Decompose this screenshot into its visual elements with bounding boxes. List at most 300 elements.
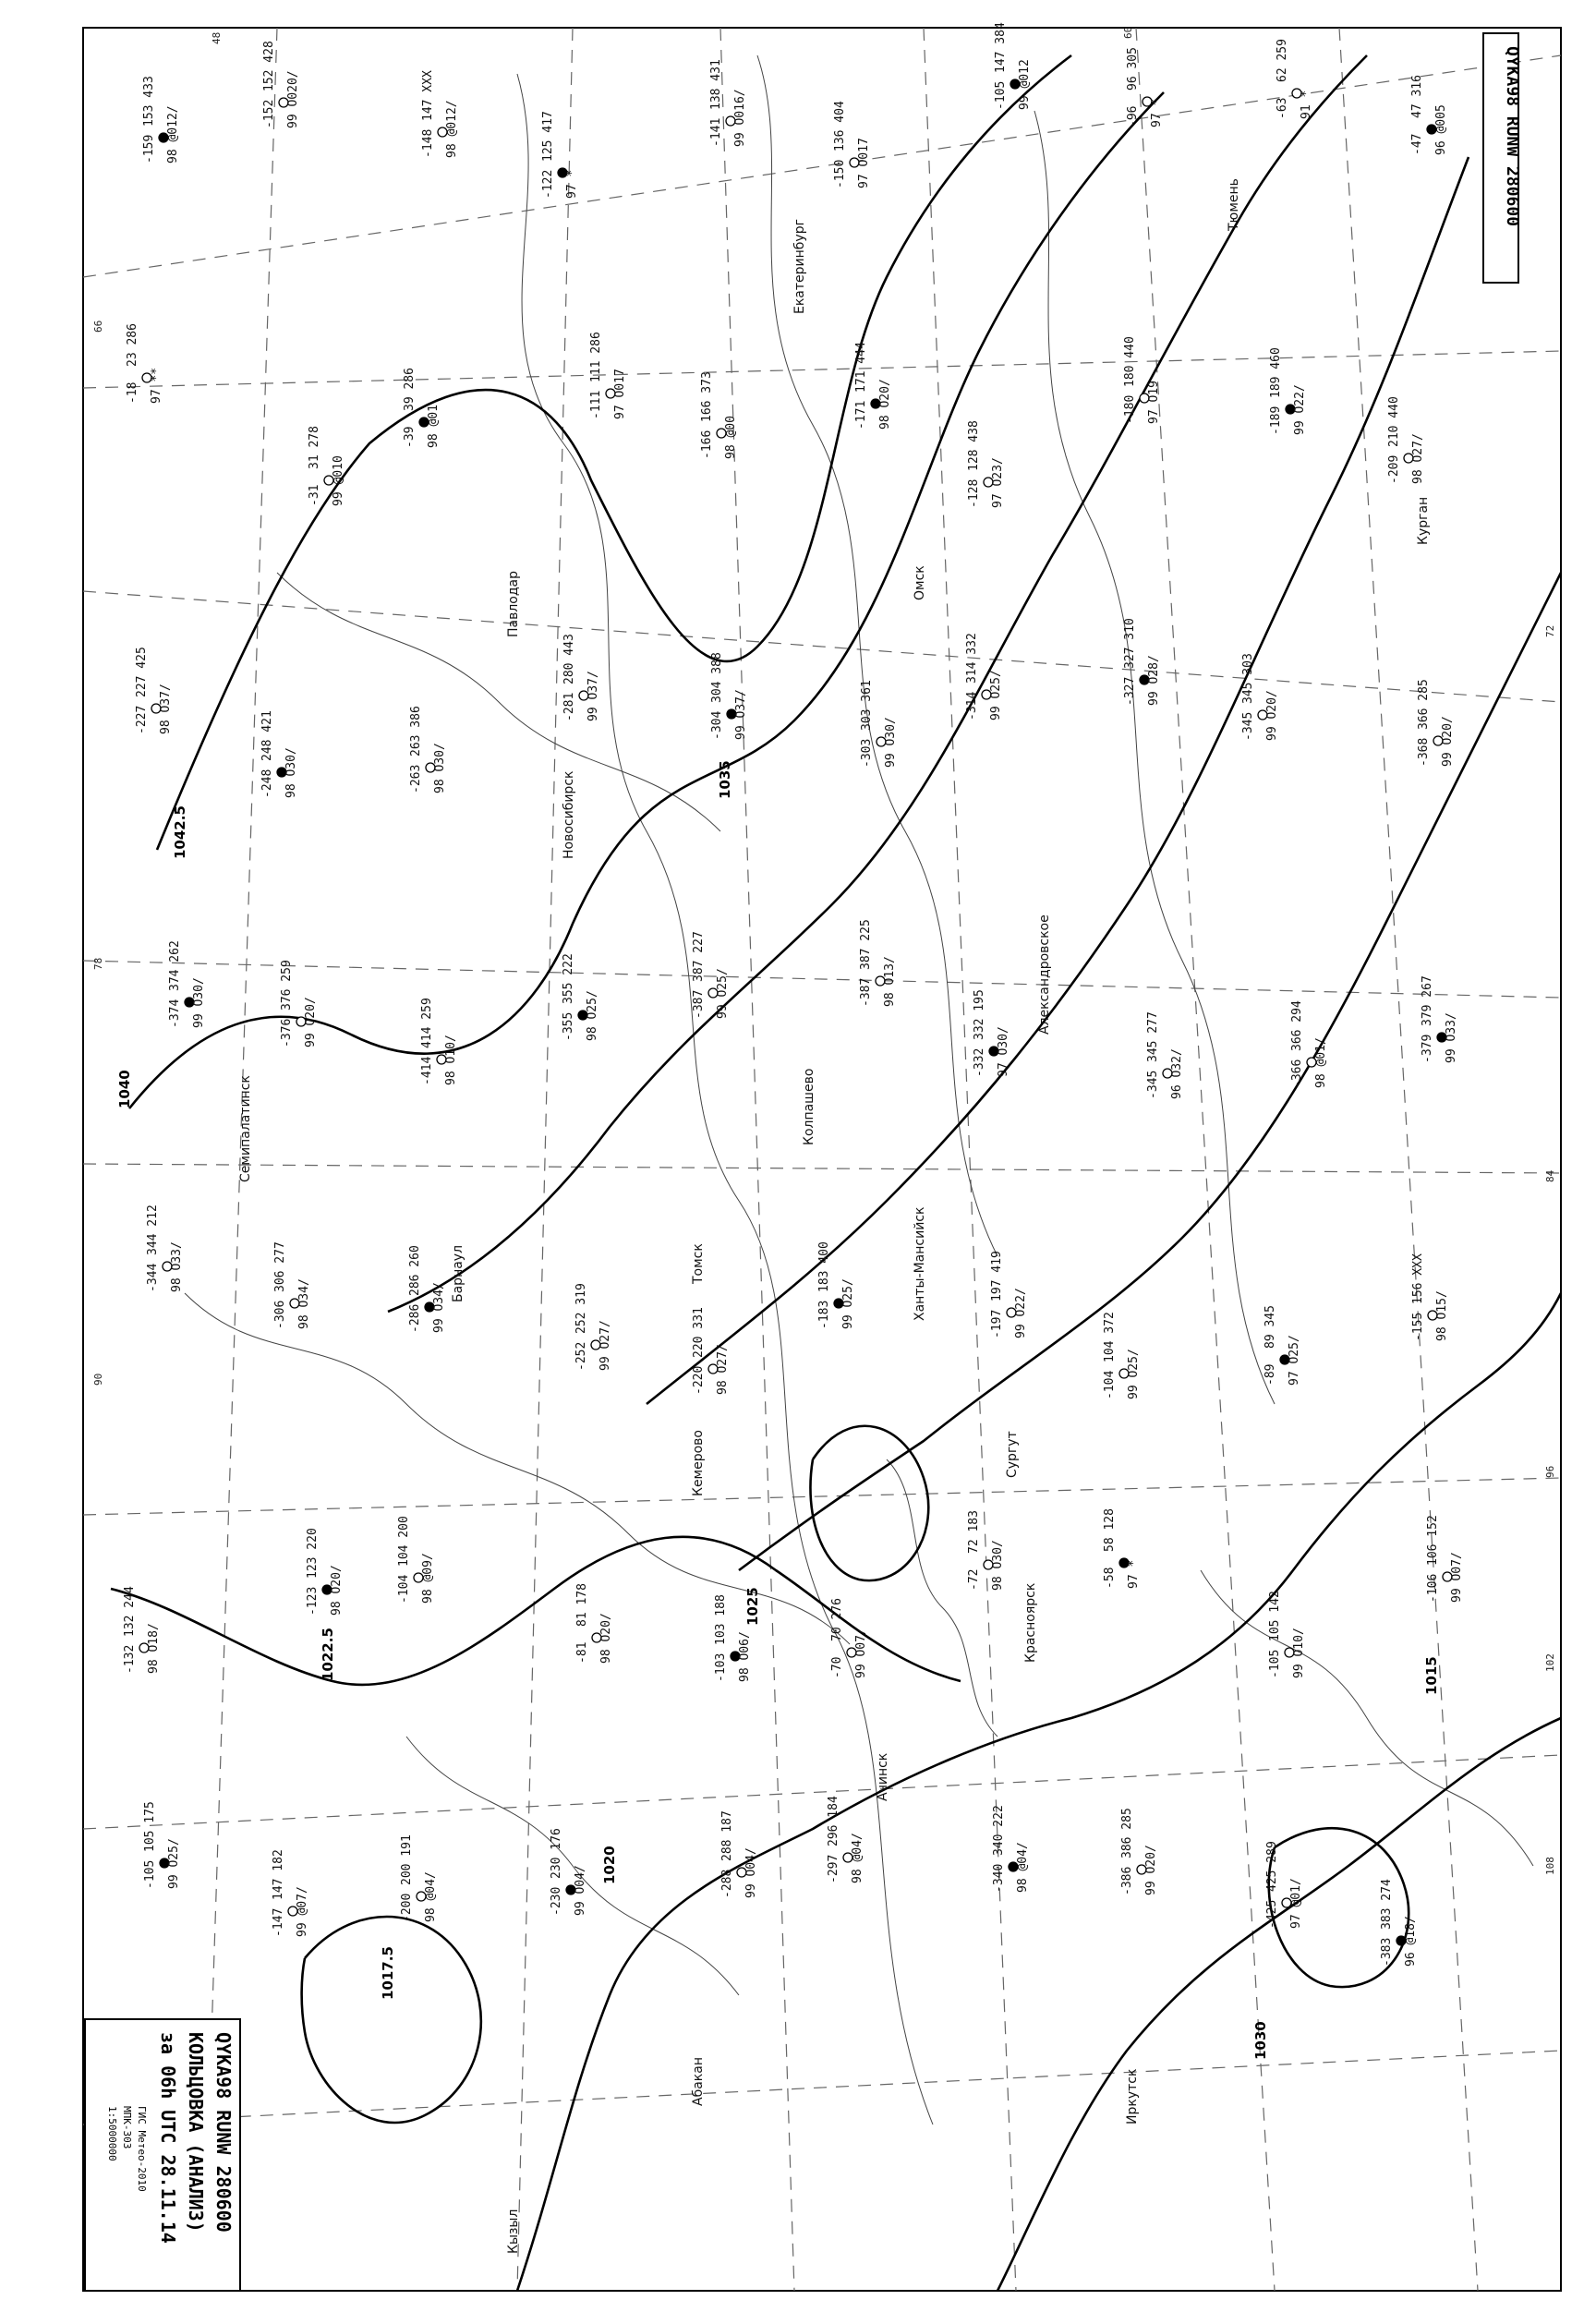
station-pressure: 31 278: [308, 426, 321, 469]
isobar-1030: [647, 157, 1469, 1404]
isobar-label-1017-5: 1017.5: [380, 1946, 396, 2000]
station-temp: -345: [1146, 1070, 1160, 1099]
city-labels: [238, 178, 1431, 2254]
station-plot: [409, 706, 447, 793]
station-state: 96 @18/: [1404, 1916, 1418, 1967]
edge-number: 66: [92, 320, 104, 333]
station-temp: -148: [421, 128, 435, 158]
station-temp: -332: [973, 1047, 986, 1077]
station-plot: [1264, 1305, 1301, 1386]
station-temp: -104: [397, 1574, 411, 1604]
station-pressure: 344 212: [146, 1204, 160, 1255]
station-pressure: 180 440: [1123, 336, 1137, 387]
station-plot: [143, 1801, 181, 1889]
station-temp: -304: [710, 710, 724, 740]
station-state: 98 O27/: [1411, 433, 1425, 484]
legend-line6: 1:5000000: [106, 2106, 118, 2161]
station-state: 98 O13/: [883, 956, 897, 1007]
station-pressure: 304 388: [710, 652, 724, 703]
station-temp: -70: [830, 1656, 844, 1678]
station-pressure: 296 184: [827, 1796, 840, 1846]
station-plot: [992, 1805, 1030, 1893]
station-temp: -355: [562, 1011, 575, 1041]
station-temp: -327: [1123, 676, 1137, 706]
station-temp: -105: [1268, 1649, 1282, 1678]
station-plot: [146, 1204, 184, 1292]
station-temp: -39: [403, 426, 417, 448]
isobar-label-1015: 1015: [1423, 1656, 1440, 1695]
station-pressure: 332 195: [973, 989, 986, 1040]
station-plot: [967, 1510, 1005, 1591]
station-pressure: 306 277: [273, 1241, 287, 1292]
edge-number: 60: [1122, 26, 1134, 39]
isobar-label-1035: 1035: [717, 760, 733, 799]
station-temp: -155: [1411, 1312, 1425, 1341]
station-pressure: 280 443: [562, 634, 576, 684]
station-temp: -230: [550, 1886, 563, 1916]
station-temp: -200: [400, 1893, 414, 1922]
station-pressure: 147 182: [272, 1849, 285, 1900]
station-plot: [273, 1241, 311, 1329]
station-pressure: 104 200: [397, 1516, 411, 1567]
station-state: 98 O20/: [330, 1565, 344, 1616]
station-pressure: 147 XXX: [421, 70, 435, 121]
station-temp: -171: [854, 400, 868, 430]
station-pressure: 387 227: [692, 931, 706, 982]
station-state: 98 O15/: [1435, 1290, 1449, 1341]
edge-number: 48: [211, 31, 223, 44]
city-label: Екатеринбург: [792, 219, 807, 314]
station-temp: -379: [1421, 1034, 1434, 1063]
station-state: 98 @04/: [424, 1871, 438, 1922]
station-state: 99 O04/: [744, 1847, 758, 1898]
isobar-1020: [517, 1293, 1561, 2291]
station-pressure: 171 444: [854, 342, 868, 393]
station-state: 98 O37/: [159, 684, 173, 734]
station-temp: -103: [714, 1652, 728, 1682]
station-state: 98 O20/: [599, 1613, 613, 1664]
station-state: 99 O33/: [1445, 1012, 1458, 1063]
isobar-label-1040: 1040: [116, 1070, 133, 1108]
station-pressure: 105 142: [1268, 1591, 1282, 1641]
station-pressure: 106 152: [1426, 1515, 1440, 1566]
station-state: 99 O07/: [1450, 1552, 1464, 1603]
station-pressure: 386 285: [1120, 1808, 1134, 1858]
station-pressure: 138 431: [709, 59, 723, 110]
station-plot: [1103, 1508, 1141, 1589]
station-state: 99 O30/: [884, 717, 898, 768]
station-pressure: 152 428: [262, 41, 276, 91]
station-state: 99 O25/: [989, 670, 1003, 720]
station-temp: -368: [1417, 737, 1431, 767]
station-state: 98 O33/: [170, 1241, 184, 1292]
station-pressure: 104 372: [1103, 1312, 1117, 1362]
station-state: 97 O017: [857, 138, 871, 188]
station-pressure: 23 286: [126, 323, 139, 367]
station-plot: [562, 953, 599, 1041]
station-state: 99 @07/: [296, 1886, 309, 1937]
station-state: 99 O25/: [167, 1838, 181, 1889]
station-state: 98 @012/: [445, 100, 459, 158]
legend-box: [85, 2019, 240, 2291]
station-plot: [817, 1241, 855, 1329]
station-state: 99 O25/: [841, 1278, 855, 1329]
station-plot: [1276, 39, 1313, 119]
station-temp: -166: [700, 430, 714, 459]
station-state: 99 O25/: [716, 968, 730, 1019]
station-state: 99 O20/: [1144, 1845, 1158, 1895]
station-temp: -286: [408, 1303, 422, 1333]
station-plot: [990, 1251, 1028, 1338]
station-pressure: 227 425: [135, 647, 149, 697]
station-plot: [833, 101, 871, 188]
station-state: 99 @010: [332, 455, 345, 506]
station-temp: -383: [1380, 1937, 1394, 1967]
city-label: Омск: [913, 565, 927, 600]
station-state: 97 O017: [613, 369, 627, 419]
station-pressure: 220 331: [692, 1307, 706, 1358]
station-pressure: 314 332: [965, 633, 979, 684]
station-temp: -105: [143, 1859, 157, 1889]
city-label: Барнаул: [451, 1244, 466, 1302]
station-plot: [1421, 975, 1458, 1063]
station-plot: [1123, 618, 1161, 706]
station-plot: [692, 1307, 730, 1395]
station-plot: [550, 1828, 587, 1916]
station-pressure: 355 222: [562, 953, 575, 1004]
city-label: Семипалатинск: [238, 1075, 253, 1182]
station-plot: [720, 1810, 758, 1898]
station-temp: -425: [1265, 1899, 1279, 1929]
station-temp: -105: [994, 80, 1008, 110]
station-pressure: 105 175: [143, 1801, 157, 1852]
edge-number: 78: [92, 957, 104, 970]
station-pressure: 125 417: [541, 111, 555, 162]
station-temp: -122: [541, 169, 555, 199]
station-temp: -180: [1123, 394, 1137, 424]
station-plot: [1265, 1841, 1303, 1929]
station-temp: -306: [273, 1300, 287, 1329]
station-temp: -189: [1269, 406, 1283, 435]
station-temp: -197: [990, 1309, 1004, 1338]
station-plot: [830, 1598, 868, 1678]
station-pressure: 153 433: [142, 76, 156, 127]
station-temp: -366: [1290, 1059, 1304, 1088]
station-pressure: 128 438: [967, 420, 981, 471]
station-temp: -18: [126, 381, 139, 404]
station-plot: [1410, 75, 1448, 155]
station-plot: [397, 1516, 435, 1604]
station-plot: [1426, 1515, 1464, 1603]
station-plot: [994, 22, 1032, 110]
station-state: 99 O22/: [1293, 384, 1307, 435]
station-state: 97 O19: [1147, 381, 1161, 424]
station-temp: -89: [1264, 1363, 1277, 1386]
isobar-label-1042-5: 1042.5: [172, 805, 188, 859]
city-label: Томск: [691, 1243, 706, 1284]
station-pressure: 288 187: [720, 1810, 734, 1861]
station-temp: -106: [1426, 1573, 1440, 1603]
station-pressure: 286 260: [408, 1245, 422, 1296]
city-label: Колпашево: [802, 1068, 816, 1145]
station-pressure: 47 316: [1410, 75, 1424, 118]
station-state: 98 O25/: [586, 990, 599, 1041]
header-code: QYKA98 RUNW 280600: [1503, 46, 1522, 227]
station-state: 98 @04/: [851, 1833, 864, 1883]
station-plot: [135, 647, 173, 734]
edge-number: 108: [1544, 1857, 1556, 1875]
station-state: 98 @01: [427, 405, 441, 448]
station-plot: [421, 70, 459, 158]
station-state: 99 O34/: [432, 1282, 446, 1333]
station-state: 97 *: [1150, 98, 1164, 127]
station-plot: [168, 940, 206, 1028]
station-pressure: 156 XXX: [1411, 1253, 1425, 1304]
station-pressure: 252 319: [574, 1283, 588, 1334]
station-plot: [1241, 653, 1279, 741]
station-state: 99 O30/: [192, 977, 206, 1028]
map-frame: [83, 28, 1561, 2291]
station-temp: -150: [833, 159, 847, 188]
station-temp: -31: [308, 484, 321, 506]
station-temp: -81: [575, 1641, 589, 1664]
station-state: 99 O20/: [304, 997, 318, 1047]
station-temp: -128: [967, 478, 981, 508]
legend-line3: за 06h UTC 28.11.14: [157, 2032, 179, 2244]
station-pressure: 345 277: [1146, 1011, 1160, 1062]
city-label: Сургут: [1005, 1431, 1020, 1478]
station-temp: -314: [965, 691, 979, 720]
station-plot: [965, 633, 1003, 720]
station-temp: -303: [860, 738, 874, 768]
station-pressure: 123 220: [306, 1528, 320, 1579]
station-pressure: 366 285: [1417, 679, 1431, 730]
station-plot: [1126, 47, 1164, 127]
station-state: 91 *: [1300, 90, 1313, 119]
station-state: 97 @01/: [1289, 1878, 1303, 1929]
legend-line5: МПК-303: [121, 2106, 133, 2149]
city-label: Новосибирск: [562, 770, 576, 859]
station-plot: [710, 652, 748, 740]
station-plot: [709, 59, 747, 147]
station-pressure: 383 274: [1380, 1879, 1394, 1930]
station-temp: -47: [1410, 133, 1424, 155]
station-state: 96 O32/: [1170, 1048, 1184, 1099]
station-state: 99 O07/: [854, 1628, 868, 1678]
station-plot: [262, 41, 300, 128]
station-state: 97 O25/: [1288, 1335, 1301, 1386]
station-pressure: 379 267: [1421, 975, 1434, 1026]
station-state: 98 O30/: [284, 747, 298, 798]
station-plot: [142, 76, 180, 163]
station-plot: [859, 919, 897, 1007]
station-pressure: 366 294: [1290, 1000, 1304, 1051]
station-state: 98 O30/: [991, 1540, 1005, 1591]
station-pressure: 81 178: [575, 1583, 589, 1627]
station-state: 99 O27/: [598, 1320, 612, 1371]
station-temp: -104: [1103, 1370, 1117, 1399]
station-state: 99 O10/: [1292, 1628, 1306, 1678]
station-state: 98 @01/: [1314, 1037, 1328, 1088]
station-temp: -141: [709, 117, 723, 147]
city-label: Красноярск: [1023, 1582, 1038, 1663]
station-temp: -414: [420, 1056, 434, 1085]
station-temp: -220: [692, 1365, 706, 1395]
isobar-1015: [998, 1718, 1561, 2291]
city-label: Ханты-Мансийск: [913, 1206, 927, 1321]
station-pressure: 189 460: [1269, 347, 1283, 398]
station-state: 98 O20/: [878, 379, 892, 430]
city-label: Кемерово: [691, 1430, 706, 1496]
station-temp: -288: [720, 1869, 734, 1898]
city-label: Иркутск: [1125, 2068, 1140, 2124]
station-pressure: 340 222: [992, 1805, 1006, 1856]
station-pressure: 103 188: [714, 1594, 728, 1645]
station-temp: -147: [272, 1907, 285, 1937]
station-plot: [1290, 1000, 1328, 1088]
station-plot: [589, 332, 627, 419]
station-plot: [860, 680, 898, 768]
station-state: 98 @09/: [421, 1553, 435, 1604]
station-pressure: 89 345: [1264, 1305, 1277, 1349]
station-pressure: 376 259: [280, 960, 294, 1011]
station-temp: -374: [168, 999, 182, 1028]
station-pressure: 166 373: [700, 371, 714, 422]
station-pressure: 70 276: [830, 1598, 844, 1641]
station-temp: -252: [574, 1341, 588, 1371]
station-pressure: 303 361: [860, 680, 874, 731]
station-plot: [574, 1283, 612, 1371]
station-pressure: 210 440: [1387, 396, 1401, 447]
station-plot: [280, 960, 318, 1047]
edge-number: 90: [92, 1373, 104, 1386]
station-pressure: 200 191: [400, 1834, 414, 1885]
edge-number: 96: [1544, 1465, 1556, 1478]
station-temp: -281: [562, 692, 576, 721]
station-plot: [967, 420, 1005, 508]
isobar-label-1022-5: 1022.5: [320, 1628, 336, 1681]
city-label: Курган: [1416, 496, 1431, 545]
station-pressure: 345 303: [1241, 653, 1255, 704]
station-temp: -227: [135, 705, 149, 734]
isobar-label-1020: 1020: [601, 1846, 618, 1884]
station-plot: [420, 998, 458, 1085]
station-temp: -63: [1276, 97, 1289, 119]
station-temp: -111: [589, 390, 603, 419]
station-temp: -96: [1126, 105, 1140, 127]
station-plot: [541, 111, 579, 199]
station-plot: [1269, 347, 1307, 435]
station-temp: -123: [306, 1586, 320, 1616]
station-temp: -72: [967, 1568, 981, 1591]
station-plot: [692, 931, 730, 1019]
station-pressure: 230 176: [550, 1828, 563, 1879]
station-temp: -209: [1387, 454, 1401, 484]
station-plot: [400, 1834, 438, 1922]
legend-line2: КОЛЬЦОВКА (АНАЛИЗ): [185, 2032, 207, 2233]
station-state: 98 O34/: [297, 1278, 311, 1329]
station-state: 99 O020/: [286, 70, 300, 128]
station-state: 97 *: [1127, 1559, 1141, 1589]
station-pressure: 136 404: [833, 101, 847, 151]
city-label: Александровское: [1037, 914, 1052, 1035]
station-temp: -297: [827, 1854, 840, 1883]
station-state: 98 O18/: [147, 1623, 161, 1674]
station-pressure: 62 259: [1276, 39, 1289, 82]
station-pressure: 39 286: [403, 368, 417, 411]
station-state: 97 O23/: [991, 457, 1005, 508]
graticule: [83, 28, 1561, 2291]
station-plot: [1268, 1591, 1306, 1678]
isobar-1040: [129, 92, 1164, 1108]
station-state: 97 O30/: [997, 1026, 1010, 1077]
city-label: Ачинск: [876, 1752, 890, 1801]
station-state: 99 O28/: [1147, 655, 1161, 706]
station-temp: -344: [146, 1263, 160, 1292]
station-pressure: 248 421: [260, 710, 274, 761]
station-state: 98 @012/: [166, 105, 180, 163]
station-temp: -58: [1103, 1567, 1117, 1589]
city-label: Тюмень: [1227, 178, 1241, 231]
station-plot: [1120, 1808, 1158, 1895]
station-plot: [1411, 1253, 1449, 1341]
legend-line4: ГИС Метео-2010: [136, 2106, 148, 2192]
city-label: Кызыл: [506, 2209, 521, 2254]
station-plot: [973, 989, 1010, 1077]
station-temp: -159: [142, 134, 156, 163]
edge-number: 102: [1544, 1653, 1556, 1672]
station-pressure: 183 400: [817, 1241, 831, 1292]
station-state: 99 O016/: [733, 89, 747, 147]
station-pressure: 132 244: [123, 1586, 137, 1637]
station-state: 99 O20/: [1441, 716, 1455, 767]
station-state: 96 @005: [1434, 104, 1448, 155]
station-state: 99 O20/: [1265, 690, 1279, 741]
station-pressure: 111 286: [589, 332, 603, 382]
isobar-label-1030: 1030: [1252, 2021, 1269, 2060]
station-pressure: 147 384: [994, 22, 1008, 73]
station-temp: -345: [1241, 711, 1255, 741]
station-state: 99 O25/: [1127, 1349, 1141, 1399]
station-temp: -387: [692, 989, 706, 1019]
station-pressure: 414 259: [420, 998, 434, 1048]
station-temp: -263: [409, 764, 423, 793]
station-temp: -386: [1120, 1866, 1134, 1895]
station-state: 99 O22/: [1014, 1288, 1028, 1338]
station-plot: [308, 426, 345, 506]
station-state: 98 @04/: [1016, 1842, 1030, 1893]
station-plot: [1387, 396, 1425, 484]
station-temp: -248: [260, 769, 274, 798]
station-pressure: 96 305: [1126, 47, 1140, 91]
station-plot: [854, 342, 892, 430]
station-temp: -152: [262, 99, 276, 128]
station-state: 98 O27/: [716, 1344, 730, 1395]
station-state: 99 O37/: [586, 671, 600, 721]
station-pressure: 425 289: [1265, 1841, 1279, 1892]
station-plot: [408, 1245, 446, 1333]
station-state: 99 O37/: [734, 689, 748, 740]
station-plot: [1103, 1312, 1141, 1399]
station-pressure: 58 128: [1103, 1508, 1117, 1552]
station-pressure: 72 183: [967, 1510, 981, 1554]
station-plot: [562, 634, 600, 721]
station-pressure: 374 262: [168, 940, 182, 991]
station-plot: [575, 1583, 613, 1664]
edge-number: 72: [1544, 624, 1556, 637]
header-code-box: [1483, 33, 1522, 283]
station-pressure: 263 386: [409, 706, 423, 757]
